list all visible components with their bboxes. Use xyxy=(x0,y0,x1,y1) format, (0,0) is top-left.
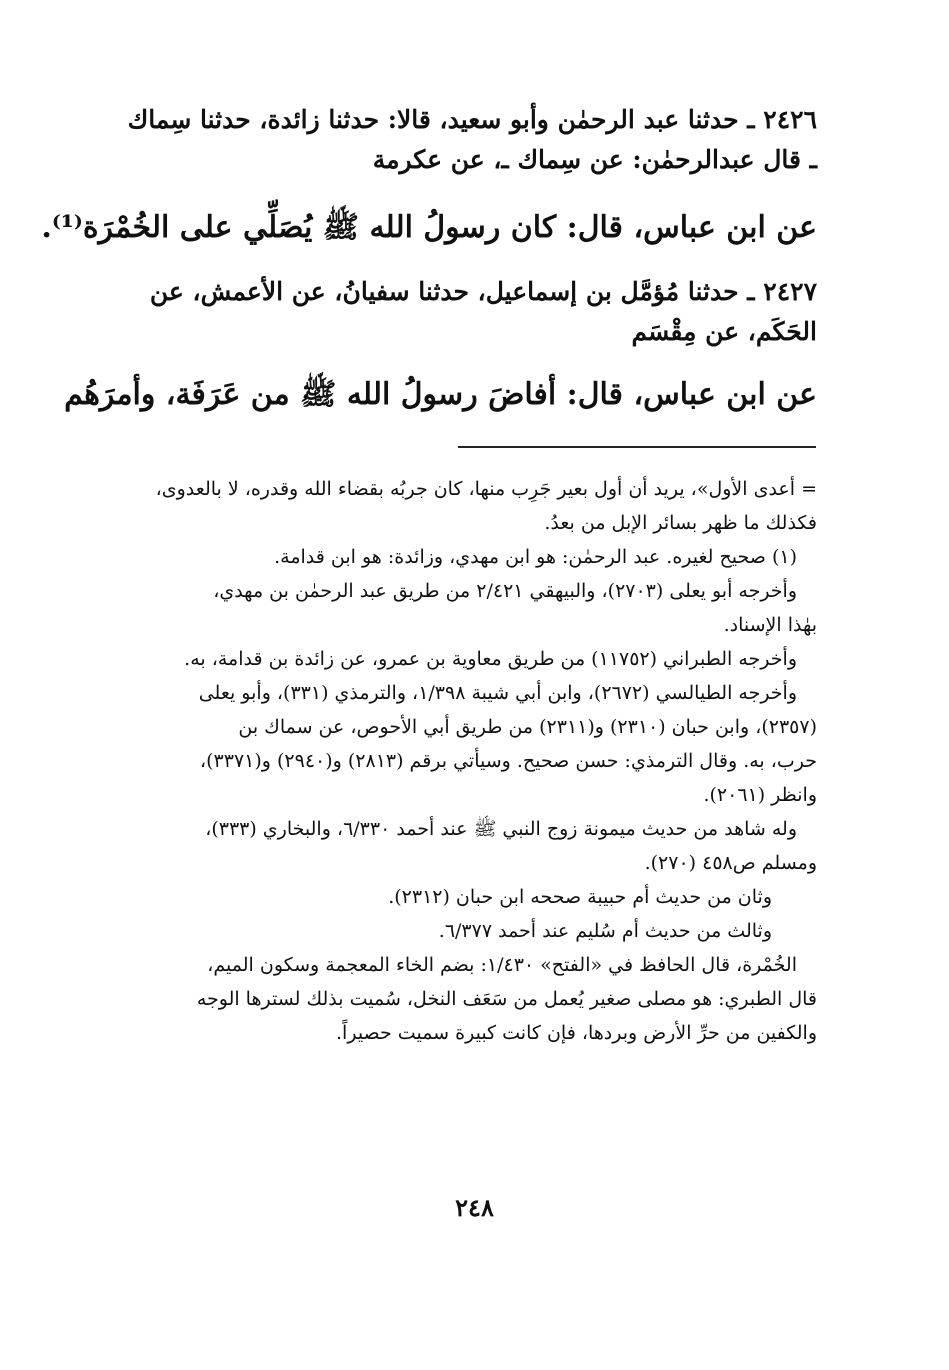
footnote-1-line-3: بهٰذا الإسناد. xyxy=(723,614,817,636)
hadith-2426-matn-block xyxy=(41,205,817,251)
hadith-2426-matn: عن ابن عباس، قال: كان رسولُ الله ﷺ يُصَلِّي على الخُمْرَة⁽¹⁾. xyxy=(41,210,817,245)
hadith-2426-isnad-line-1: ٢٤٢٦ ـ حدثنا عبد الرحمٰن وأبو سعيد، قالا: حدثنا زائدة، حدثنا سِماك xyxy=(127,105,817,134)
footnote-continuation-line-1: = أعدى الأول»، يريد أن أول بعير جَرِب منها، كان جربُه بقضاء الله وقدره، لا بالعدوى، xyxy=(155,478,817,500)
footnote-separator xyxy=(458,446,816,448)
footnote-1-line-8: وانظر (٢٠٦١). xyxy=(703,784,817,806)
page-number: ٢٤٨ xyxy=(455,1193,494,1222)
hadith-2426-isnad-line-2: ـ قال عبدالرحمٰن: عن سِماك ـ، عن عكرمة xyxy=(372,145,817,174)
footnote-1-line-11: وثان من حديث أم حبيبة صححه ابن حبان (٢٣١٢). xyxy=(388,886,772,908)
footnote-1-line-1: (١) صحيح لغيره. عبد الرحمٰن: هو ابن مهدي، وزائدة: هو ابن قدامة. xyxy=(274,546,797,568)
hadith-2426 xyxy=(118,100,817,180)
footnote-1-line-10: ومسلم ص٤٥٨ (٢٧٠). xyxy=(644,852,817,874)
footnote-1-line-15: والكفين من حرِّ الأرض وبردها، فإن كانت كبيرة سميت حصيراً. xyxy=(336,1022,817,1044)
footnote-1-line-13: الخُمْرة، قال الحافظ في «الفتح» ١/٤٣٠: بضم الخاء المعجمة وسكون الميم، xyxy=(207,954,797,976)
footnote-1-line-4: وأخرجه الطبراني (١١٧٥٢) من طريق معاوية بن عمرو، عن زائدة بن قدامة، به. xyxy=(184,648,797,670)
hadith-2427 xyxy=(118,272,817,352)
footnote-continuation-line-2: فكذلك ما ظهر بسائر الإبل من بعدُ. xyxy=(544,512,817,534)
hadith-2427-isnad-line-2: الحَكَم، عن مِقْسَم xyxy=(631,317,817,346)
hadith-2427-matn-block xyxy=(64,372,817,418)
footnote-1-line-12: وثالث من حديث أم سُليم عند أحمد ٦/٣٧٧. xyxy=(438,920,772,942)
footnote-1-line-2: وأخرجه أبو يعلى (٢٧٠٣)، والبيهقي ٢/٤٢١ من طريق عبد الرحمٰن بن مهدي، xyxy=(213,580,797,602)
footnote-1-line-7: حرب، به. وقال الترمذي: حسن صحيح. وسيأتي برقم (٢٨١٣) و(٢٩٤٠) و(٣٣٧١)، xyxy=(199,750,817,772)
footnote-1-line-6: (٢٣٥٧)، وابن حبان (٢٣١٠) و(٢٣١١) من طريق أبي الأحوص، عن سماك بن xyxy=(238,716,817,738)
hadith-2427-matn: عن ابن عباس، قال: أفاضَ رسولُ الله ﷺ من عَرَفَة، وأمرَهُم xyxy=(64,377,817,412)
footnote-1-line-14: قال الطبري: هو مصلى صغير يُعمل من سَعَف النخل، سُميت بذلك لسترها الوجه xyxy=(196,988,817,1010)
hadith-2427-isnad-line-1: ٢٤٢٧ ـ حدثنا مُؤمَّل بن إسماعيل، حدثنا سفيانُ، عن الأعمش، عن xyxy=(149,277,817,306)
footnote-1-line-5: وأخرجه الطيالسي (٢٦٧٢)، وابن أبي شيبة ١/٣٩٨، والترمذي (٣٣١)، وأبو يعلى xyxy=(198,682,797,704)
footnotes xyxy=(118,472,817,1050)
footnote-1-line-9: وله شاهد من حديث ميمونة زوج النبي ﷺ عند أحمد ٦/٣٣٠، والبخاري (٣٣٣)، xyxy=(205,818,797,840)
